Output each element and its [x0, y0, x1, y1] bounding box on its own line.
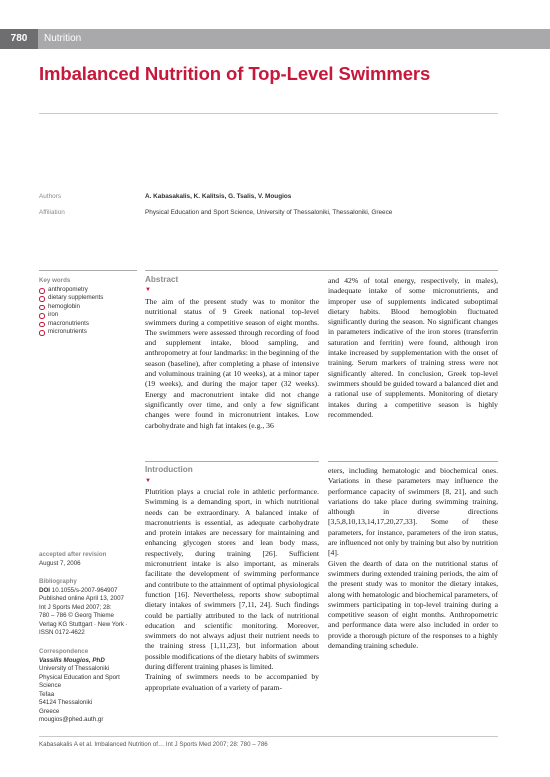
keywords-rule [39, 270, 137, 271]
abstract-right-column: and 42% of total energy, respectively, in males), inadequate intake of some micronutrients, and improper use of supplements indicated suboptimal dietary habits. Blood hemoglobin fluctuated significantly during the season. No significant changes in parameters indicative of the iron stores (transferrin saturation and ferritin) were found, although iron intake increased by supplementation with the onset of training. Serum markers of training stress were not significantly altered. In conclusion, Greek top-level swimmers should be guided toward a balanced diet and a rational use of supplements. Monitoring of dietary intakes during a competitive season is highly recommended. [328, 276, 498, 419]
bullet-icon [39, 296, 45, 302]
intro-rule-right [328, 461, 498, 462]
introduction-heading: Introduction [145, 465, 193, 474]
bullet-icon [39, 322, 45, 328]
issn-line: ISSN 0172-4622 [39, 629, 85, 636]
bullet-icon [39, 313, 45, 319]
affiliation-value: Physical Education and Sport Science, University of Thessaloniki, Thessaloniki, Greece [145, 209, 393, 216]
bibliography-label: Bibliography [39, 578, 77, 585]
pages-copyright-line: 780 – 786 © Georg Thieme [39, 612, 114, 619]
bullet-icon [39, 330, 45, 336]
doi-line: DOI 10.1055/s-2007-964907 [39, 586, 118, 594]
footer-citation: Kabasakalis A et al. Imbalanced Nutrition of… Int J Sports Med 2007; 28: 780 – 786 [39, 741, 268, 748]
correspondence-line: 54124 Thessaloniki [39, 699, 93, 706]
header-bar [0, 29, 550, 49]
keyword-item: macronutrients [39, 320, 103, 328]
correspondence-line: Science [39, 682, 62, 689]
accepted-date: August 7, 2006 [39, 559, 81, 567]
abstract-heading: Abstract [145, 275, 179, 284]
accepted-block [39, 551, 139, 568]
bullet-icon [39, 288, 45, 294]
correspondence-line: Physical Education and Sport [39, 673, 120, 681]
intro-paragraph: Training of swimmers needs to be accompanied by appropriate evaluation of a variety of param- [145, 672, 319, 692]
accepted-label: accepted after revision [39, 551, 107, 558]
correspondence-block [39, 648, 139, 725]
page-number: 780 [0, 29, 38, 49]
abstract-rule [145, 270, 498, 271]
correspondence-name: Vassilis Mougios, PhD [39, 656, 105, 664]
intro-right-column [328, 466, 498, 651]
bibliography-block [39, 578, 139, 638]
article-title: Imbalanced Nutrition of Top-Level Swimmers [39, 63, 431, 84]
keywords-list [39, 286, 103, 336]
keyword-item: iron [39, 311, 103, 319]
keyword-item: dietary supplements [39, 294, 103, 302]
intro-rule [145, 461, 319, 462]
correspondence-line: University of Thessaloniki [39, 665, 110, 672]
intro-left-column [145, 487, 319, 693]
keyword-item: hemoglobin [39, 303, 103, 311]
keyword-item: micronutrients [39, 328, 103, 336]
intro-paragraph: Given the dearth of data on the nutritional status of swimmers during extended training periods, the aim of the present study was to monitor the dietary intakes, along with hematologic and biochemical parameters, of swimmers participating in top-level training during a competitive season of eight months. Anthropometric and performance data were also included in order to provide a thorough picture of the responses to a highly demanding training schedule. [328, 558, 498, 651]
correspondence-line: Tefaa [39, 690, 55, 698]
authors-label: Authors [39, 193, 62, 200]
title-divider [39, 113, 498, 114]
arrow-down-icon: ▼ [145, 287, 151, 293]
keywords-label: Key words [39, 277, 71, 284]
arrow-down-icon: ▼ [145, 478, 151, 484]
intro-paragraph: eters, including hematologic and biochemical ones. Variations in these parameters may influence the performance capacity of swimmers [8, 21], and such variations do take place during swimming training, although in diverse directions [3,5,8,10,13,14,17,20,27,33]. Some of these parameters, for instance, parameters of the iron status, are influenced not only by training but also by nutrition [4]. [328, 466, 498, 558]
affiliation-label: Affiliation [39, 209, 65, 216]
bullet-icon [39, 305, 45, 311]
correspondence-email: mougios@phed.auth.gr [39, 716, 104, 723]
publisher-line: Verlag KG Stuttgart · New York · [39, 620, 128, 628]
abstract-left-column: The aim of the present study was to monitor the nutritional status of 9 Greek national top-level swimmers during a competitive season of eight months. The swimmers were assessed through recording of food and supplement intake, blood sampling, and anthropometry at four landmarks: in the beginning of the season (baseline), after completing a phase of intensive and voluminous training (at 10 weeks), at a minor taper (19 weeks), and during the major taper (32 weeks). Energy and macronutrient intake did not change significantly over time, and only a few significant changes were found in micronutrient intakes. Low carbohydrate and high fat intakes (e.g., 36 [145, 297, 319, 430]
authors-value: A. Kabasakalis, K. Kalitsis, G. Tsalis, V. Mougios [145, 193, 292, 200]
footer-divider [39, 736, 498, 737]
keyword-item: anthropometry [39, 286, 103, 294]
correspondence-label: Correspondence [39, 648, 89, 655]
journal-line: Int J Sports Med 2007; 28: [39, 603, 112, 611]
section-name: Nutrition [44, 33, 82, 44]
intro-paragraph: Plutrition plays a crucial role in athletic performance. Swimming is a demanding sport, in which nutritional needs can be extraordinary. A balanced intake of macronutrients is essential, as adequate carbohydrate and protein intakes are necessary for maintaining and enhancing glycogen stores and lean body mass, respectively, during training [26]. Sufficient micronutrient intake is also important, as minerals facilitate the development of swimming performance and contribute to the attainment of optimal physiological function [16]. Nevertheless, reports show suboptimal dietary intakes of swimmers [7,11, 24]. Such findings could be partially attributed to the lack of nutritional education and scientific monitoring. Moreover, swimmers do not always adjust their nutrient needs to the training stress [1,11,23], but information about possible modifications of the dietary habits of swimmers during different training phases is limited. [145, 487, 319, 672]
published-line: Published online April 13, 2007 [39, 595, 124, 602]
correspondence-line: Greece [39, 707, 60, 715]
